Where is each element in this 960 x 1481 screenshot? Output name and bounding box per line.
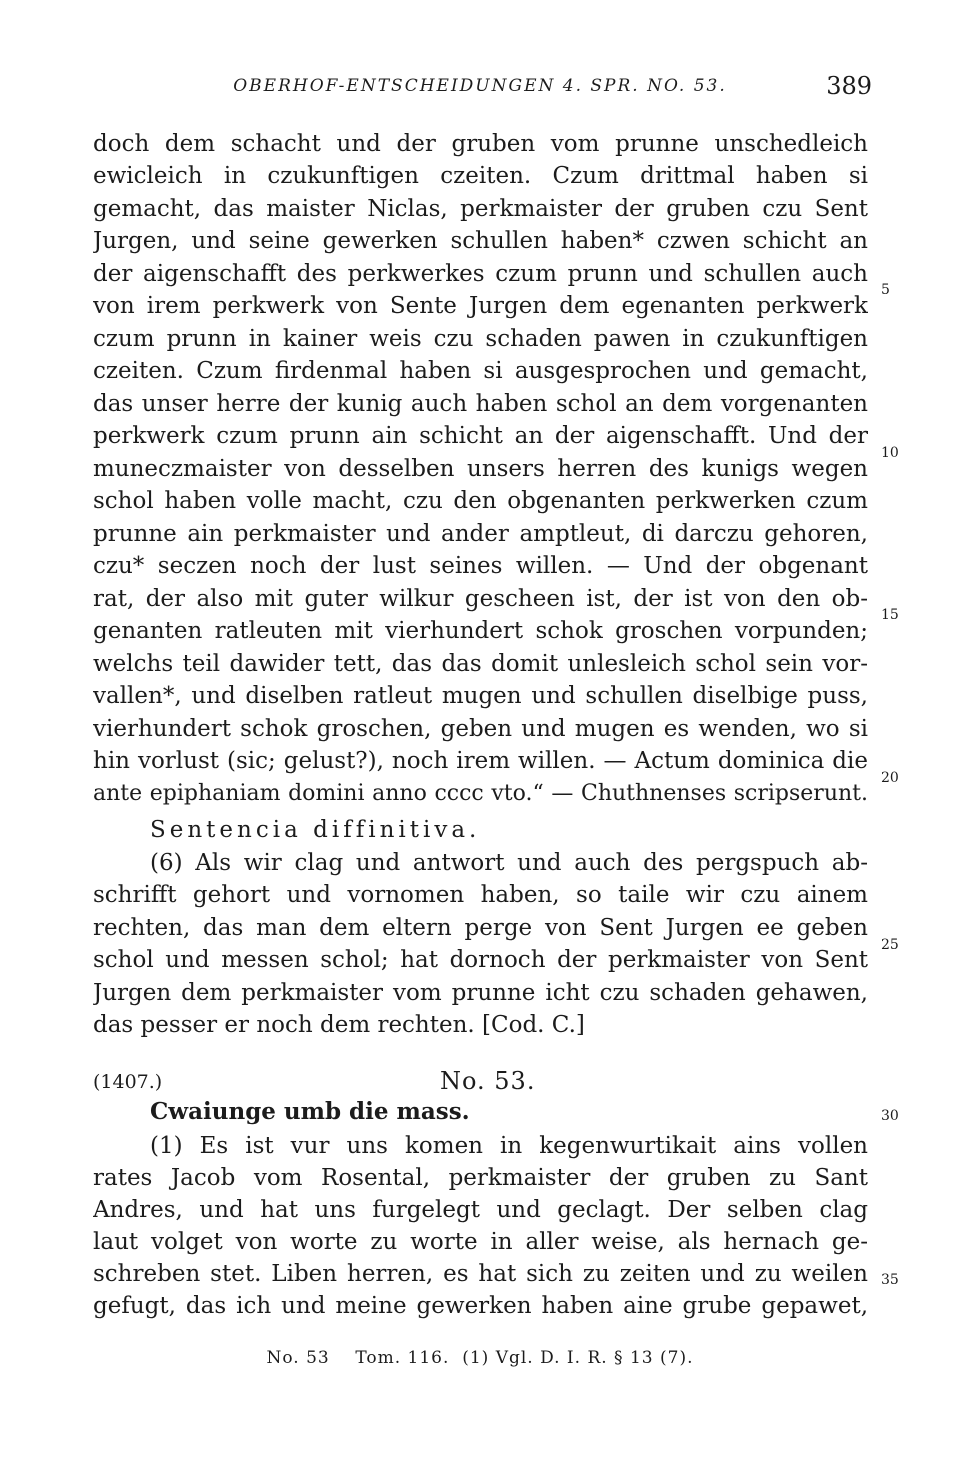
document-date: (1407.) [93,1071,163,1093]
text-line: gefugt, das ich und meine gewerken haben aine grube gepawet, [93,1293,868,1319]
text-line: doch dem schacht und der gruben vom prunne unschedleich [93,131,868,157]
text-line: gemacht, das maister Niclas, perkmaister der gruben czu Sent [93,196,868,222]
document-number: No. 53. [440,1067,536,1095]
text-line: czeiten. Czum firdenmal haben si ausgesprochen und gemacht, [93,358,868,384]
text-line: ewicleich in czukunftigen czeiten. Czum drittmal haben si [93,163,868,189]
text-line: prunne ain perkmaister und ander amptleut, di darczu gehoren, [93,521,868,547]
text-line: ante epiphaniam domini anno cccc vto.“ — Chuthnenses scripserunt. [93,781,868,806]
text-line: der aigenschafft des perkwerkes czum prunn und schullen auch [93,261,868,287]
text-line: welchs teil dawider tett, das das domit unlesleich schol sein vor- [93,651,868,677]
text-line: das pesser er noch dem rechten. [Cod. C.] [93,1012,585,1038]
text-line: (6) Als wir clag und antwort und auch des pergspuch ab- [150,850,868,876]
text-line: perkwerk czum prunn ain schicht an der aigenschafft. Und der [93,423,868,449]
text-line: genanten ratleuten mit vierhundert schok groschen vorpunden; [93,618,868,644]
text-line: vierhundert schok groschen, geben und mugen es wenden, wo si [93,716,868,742]
text-line: hin vorlust (sic; gelust?), noch irem willen. — Actum dominica die [93,748,868,774]
text-line: schol haben volle macht, czu den obgenanten perkwerken czum [93,488,868,514]
margin-line-number: 15 [881,607,899,623]
text-line: vallen*, und diselben ratleut mugen und schullen diselbige puss, [93,683,868,709]
text-line: czu* seczen noch der lust seines willen. — Und der obgenant [93,553,868,579]
text-line: laut volget von worte zu worte in aller weise, als hernach ge- [93,1229,868,1255]
margin-line-number: 35 [881,1272,899,1288]
margin-line-number: 10 [881,445,899,461]
text-line: muneczmaister von desselben unsers herren des kunigs wegen [93,456,868,482]
text-line: Jurgen, und seine gewerken schullen haben* czwen schicht an [93,228,868,254]
text-line: Jurgen dem perkmaister vom prunne icht czu schaden gehawen, [93,980,868,1006]
text-line: rates Jacob vom Rosental, perkmaister der gruben zu Sant [93,1165,868,1191]
text-line: schrifft gehort und vornomen haben, so taile wir czu ainem [93,882,868,908]
margin-line-number: 5 [881,282,890,298]
text-line: rat, der also mit guter wilkur gescheen ist, der ist von den ob- [93,586,868,612]
text-line: (1) Es ist vur uns komen in kegenwurtikait ains vollen [150,1133,868,1159]
text-line: czum prunn in kainer weis czu schaden pawen in czukunftigen [93,326,868,352]
text-line: rechten, das man dem eltern perge von Sent Jurgen ee geben [93,915,868,941]
margin-line-number: 20 [881,770,899,786]
sentence-heading: Sentencia diffinitiva. [150,817,481,843]
document-title: Cwaiunge umb die mass. [150,1098,470,1125]
text-line: schreben stet. Liben herren, es hat sich zu zeiten und zu weilen [93,1261,868,1287]
page-number: 389 [826,72,872,100]
footnote: No. 53 Tom. 116. (1) Vgl. D. I. R. § 13 (7). [266,1348,694,1368]
text-line: das unser herre der kunig auch haben schol an dem vorgenanten [93,391,868,417]
text-line: Andres, und hat uns furgelegt und geclagt. Der selben clag [93,1197,868,1223]
text-line: schol und messen schol; hat dornoch der perkmaister von Sent [93,947,868,973]
margin-line-number: 25 [881,937,899,953]
text-line: von irem perkwerk von Sente Jurgen dem egenanten perkwerk [93,293,868,319]
margin-line-number: 30 [881,1108,899,1124]
running-head: OBERHOF-ENTSCHEIDUNGEN 4. SPR. NO. 53. [233,76,727,96]
